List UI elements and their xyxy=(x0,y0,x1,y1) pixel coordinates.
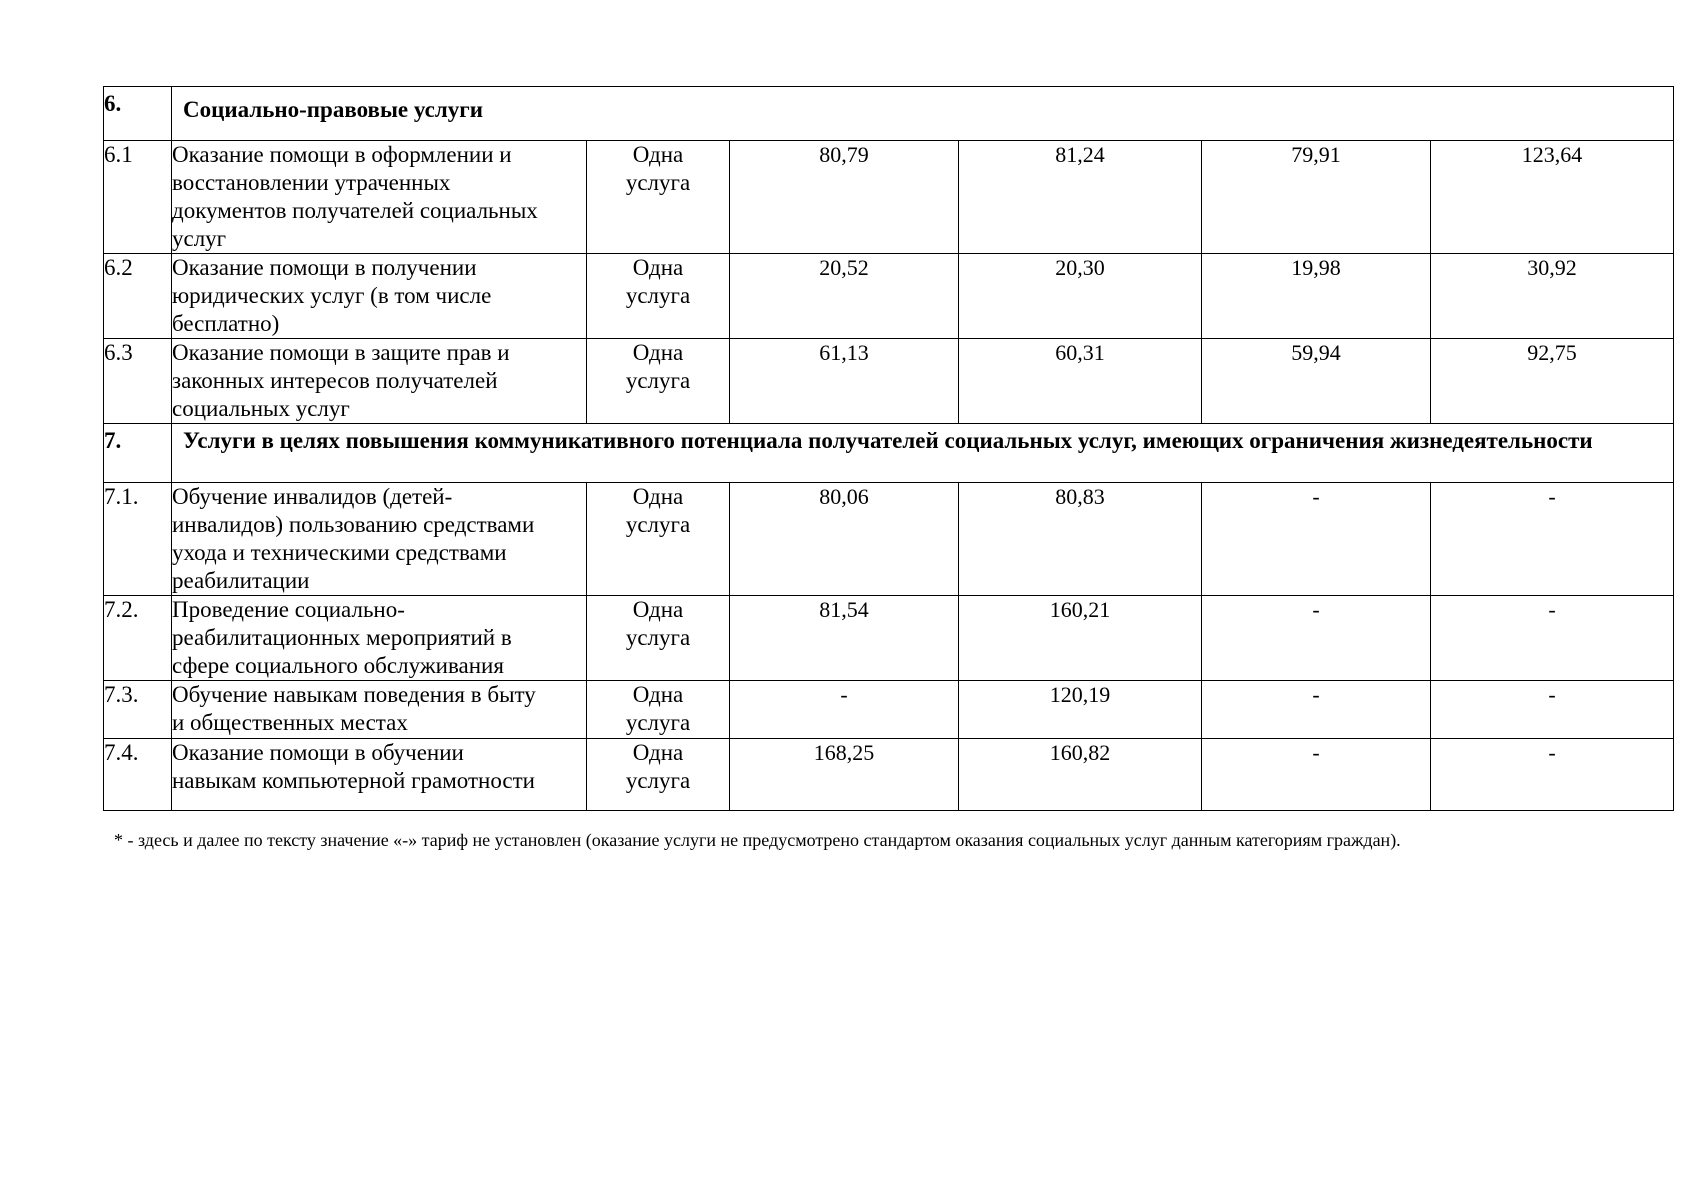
footnote: * - здесь и далее по тексту значение «-» тариф не установлен (оказание услуги не предусмотрено стандартом оказания социальных услуг данным категориям граждан). xyxy=(114,830,1401,850)
service-name-line: бесплатно) xyxy=(172,311,280,336)
tariff-value: - xyxy=(1431,596,1674,681)
service-name-line: Оказание помощи в защите прав и xyxy=(172,340,510,365)
row-number: 7.2. xyxy=(104,596,172,681)
unit-line: услуга xyxy=(625,710,691,735)
service-name xyxy=(172,739,587,811)
row-number: 6.2 xyxy=(104,254,172,339)
service-name-line: Оказание помощи в обучении xyxy=(172,740,464,765)
unit-line: Одна xyxy=(632,597,684,622)
tariff-value: - xyxy=(1431,483,1674,596)
row-number: 7.1. xyxy=(104,483,172,596)
service-name-line: Проведение социально- xyxy=(172,597,405,622)
table-row xyxy=(104,483,1674,596)
row-number: 7.4. xyxy=(104,739,172,811)
tariff-value: 160,82 xyxy=(959,739,1202,811)
tariff-value: 81,24 xyxy=(959,141,1202,254)
service-name-line: Оказание помощи в оформлении и xyxy=(172,142,512,167)
service-name-line: реабилитационных мероприятий в xyxy=(172,625,512,650)
unit-cell xyxy=(587,141,730,254)
row-number: 7.3. xyxy=(104,681,172,739)
tariff-value: 120,19 xyxy=(959,681,1202,739)
tariff-value: 79,91 xyxy=(1202,141,1431,254)
service-name-line: социальных услуг xyxy=(172,396,350,421)
unit-line: услуга xyxy=(625,283,691,308)
service-name-line: реабилитации xyxy=(172,568,310,593)
unit-line: Одна xyxy=(632,255,684,280)
unit-line: Одна xyxy=(632,484,684,509)
section-number: 7. xyxy=(104,424,172,483)
tariff-value: - xyxy=(1431,739,1674,811)
unit-line: Одна xyxy=(632,142,684,167)
tariff-value: 20,30 xyxy=(959,254,1202,339)
unit-line: услуга xyxy=(625,368,691,393)
section-row-6 xyxy=(104,87,1674,141)
section-number: 6. xyxy=(104,87,172,141)
tariff-value: 19,98 xyxy=(1202,254,1431,339)
service-name-line: юридических услуг (в том числе xyxy=(172,283,492,308)
tariff-value: 60,31 xyxy=(959,339,1202,424)
table-row xyxy=(104,681,1674,739)
unit-cell xyxy=(587,596,730,681)
section-title: Социально-правовые услуги xyxy=(172,87,1674,141)
unit-cell xyxy=(587,739,730,811)
service-name-line: услуг xyxy=(172,226,227,251)
tariff-value: 80,79 xyxy=(730,141,959,254)
tariff-table xyxy=(103,86,1674,811)
table-row xyxy=(104,141,1674,254)
service-name-line: документов получателей социальных xyxy=(172,198,538,223)
service-name-line: Обучение навыкам поведения в быту xyxy=(172,682,536,707)
service-name-line: законных интересов получателей xyxy=(172,368,498,393)
tariff-value: - xyxy=(1431,681,1674,739)
tariff-value: 160,21 xyxy=(959,596,1202,681)
service-name-line: и общественных местах xyxy=(172,710,408,735)
tariff-value: 123,64 xyxy=(1431,141,1674,254)
service-name-line: Обучение инвалидов (детей- xyxy=(172,484,453,509)
tariff-value: 30,92 xyxy=(1431,254,1674,339)
section-title: Услуги в целях повышения коммуникативного потенциала получателей социальных услуг, имеющих ограничения жизнедеятельности xyxy=(172,424,1674,483)
tariff-value: - xyxy=(730,681,959,739)
service-name-line: сфере социального обслуживания xyxy=(172,653,504,678)
unit-line: услуга xyxy=(625,625,691,650)
unit-line: услуга xyxy=(625,512,691,537)
service-name-line: Оказание помощи в получении xyxy=(172,255,477,280)
service-name-line: восстановлении утраченных xyxy=(172,170,451,195)
tariff-value: 81,54 xyxy=(730,596,959,681)
service-name xyxy=(172,681,587,739)
unit-line: Одна xyxy=(632,682,684,707)
tariff-value: - xyxy=(1202,483,1431,596)
section-row-7 xyxy=(104,424,1674,483)
service-name-line: ухода и техническими средствами xyxy=(172,540,507,565)
service-name-line: навыкам компьютерной грамотности xyxy=(172,768,535,793)
tariff-value: 20,52 xyxy=(730,254,959,339)
service-name xyxy=(172,141,587,254)
tariff-value: - xyxy=(1202,596,1431,681)
table-row xyxy=(104,254,1674,339)
unit-line: Одна xyxy=(632,740,684,765)
unit-cell xyxy=(587,254,730,339)
unit-cell xyxy=(587,681,730,739)
unit-line: Одна xyxy=(632,340,684,365)
table-row xyxy=(104,339,1674,424)
unit-cell xyxy=(587,483,730,596)
unit-line: услуга xyxy=(625,768,691,793)
tariff-value: 61,13 xyxy=(730,339,959,424)
table-row xyxy=(104,596,1674,681)
tariff-value: - xyxy=(1202,681,1431,739)
tariff-value: 92,75 xyxy=(1431,339,1674,424)
row-number: 6.1 xyxy=(104,141,172,254)
service-name xyxy=(172,254,587,339)
unit-cell xyxy=(587,339,730,424)
unit-line: услуга xyxy=(625,170,691,195)
service-name-line: инвалидов) пользованию средствами xyxy=(172,512,535,537)
service-name xyxy=(172,483,587,596)
tariff-value: 59,94 xyxy=(1202,339,1431,424)
service-name xyxy=(172,339,587,424)
service-name xyxy=(172,596,587,681)
tariff-value: - xyxy=(1202,739,1431,811)
tariff-value: 80,83 xyxy=(959,483,1202,596)
tariff-value: 80,06 xyxy=(730,483,959,596)
table-row xyxy=(104,739,1674,811)
tariff-value: 168,25 xyxy=(730,739,959,811)
row-number: 6.3 xyxy=(104,339,172,424)
